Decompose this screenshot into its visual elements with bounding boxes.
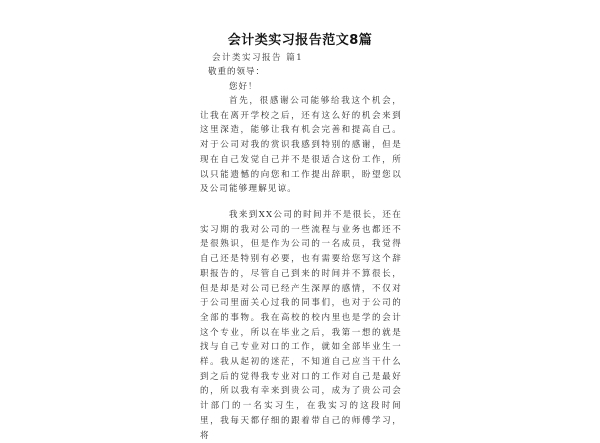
body-paragraph-2: 我来到XX公司的时间并不是很长，还在实习期的我对公司的一些流程与业务也都还不是很熟识，但是作为公司的一名成员，我觉得自己还是特别有必要，也有需要给您写这个辞职报告的，尽管自己到来的时间并不算很长，但是却是对公司已经产生深厚的感情，不仅对于公司里面关心过我的同事们，也对于公司的全部的事物。我在高校的校内里也是学的会计这个专业，所以在毕业之后，我第一想的就是找与自己专业对口的工作，就如全部毕业生一样。我从起初的迷茫，不知道自己应当干什么到之后的觉得我专业对口的工作对自己是最好的，所以我有幸来到贵公司，成为了贵公司会计部门的一名实习生，在我实习的这段时间里，我每天都仔细的跟着带自己的师傅学习，将	[200, 210, 402, 441]
hello-line: 您好！	[229, 82, 258, 92]
document-title: 会计类实习报告范文8篇	[227, 33, 373, 48]
greeting-line: 敬重的领导：	[208, 67, 266, 77]
section-subtitle: 会计类实习报告 篇1	[212, 53, 304, 63]
body-paragraph-1: 首先，很感谢公司能够给我这个机会，让我在离开学校之后，还有这么好的机会来到这里深造，能够让我有机会完善和提高自己。对于公司对我的赏识我感到特别的感谢，但是现在自己发觉自己并不是很适合这份工作，所以只能遗憾的向您和工作提出辞职，盼望您以及公司能够理解见谅。	[200, 96, 402, 195]
